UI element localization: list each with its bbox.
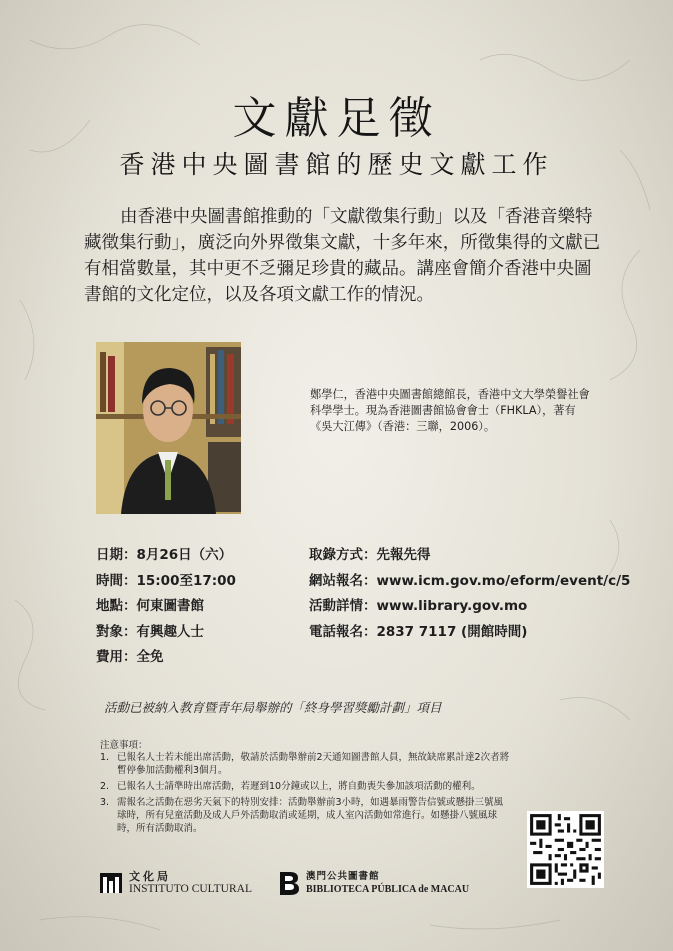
poster-title: 文獻足徵 bbox=[232, 93, 441, 144]
library-zh: 澳門公共圖書館 bbox=[306, 871, 380, 882]
instituto-cultural-pt: INSTITUTO CULTURAL bbox=[129, 883, 252, 895]
note-number: 1. bbox=[100, 752, 110, 763]
note-text: 已報名人士若未能出席活動，敬請於活動舉辦前2天通知圖書館人員，無故缺席累計達2次者將暫停參加活動權利3個月。 bbox=[117, 752, 510, 776]
event-fee: 費用：全免 bbox=[96, 649, 164, 665]
phone-registration: 電話報名：2837 7117 (開館時間) bbox=[309, 623, 528, 640]
event-details bbox=[96, 543, 236, 671]
registration-method: 取錄方式：先報先得 bbox=[309, 547, 431, 563]
registration-info bbox=[309, 543, 630, 645]
event-audience: 對象：有興趣人士 bbox=[96, 623, 204, 640]
instituto-cultural-mark-icon bbox=[99, 871, 123, 895]
notes-list bbox=[100, 751, 510, 838]
note-item bbox=[100, 751, 510, 777]
note-item bbox=[100, 796, 510, 835]
note-item bbox=[100, 780, 510, 793]
note-number: 3. bbox=[100, 797, 110, 808]
biblioteca-publica-logo bbox=[278, 870, 469, 896]
qr-code[interactable] bbox=[527, 811, 604, 888]
note-text: 已報名人士請準時出席活動，若遲到10分鐘或以上，將自動喪失參加該項活動的權利。 bbox=[117, 781, 481, 792]
speaker-bio: 鄭學仁，香港中央圖書館總館長，香港中文大學榮譽社會科學學士。現為香港圖書館協會會士（FHKLA），著有《吳大江傳》（香港：三聯，2006）。 bbox=[310, 388, 590, 433]
lifelong-learning-note: 活動已被納入教育暨青年局舉辦的「終身學習獎勵計劃」項目 bbox=[104, 700, 442, 715]
intro-paragraph: 由香港中央圖書館推動的「文獻徵集行動」以及「香港音樂特藏徵集行動」，廣泛向外界徵集文獻，十多年來，所徵集得的文獻已有相當數量，其中更不乏彌足珍貴的藏品。講座會簡介香港中央圖書館的文化定位，以及各項文獻工作的情況。 bbox=[84, 207, 601, 305]
instituto-cultural-zh: 文化局 bbox=[129, 870, 171, 883]
note-number: 2. bbox=[100, 781, 110, 792]
library-mark-icon bbox=[278, 871, 300, 895]
event-time: 時間：15:00至17:00 bbox=[96, 572, 236, 589]
event-details-link[interactable]: 活動詳情：www.library.gov.mo bbox=[309, 598, 528, 614]
event-venue: 地點：何東圖書館 bbox=[96, 598, 204, 614]
online-registration-link[interactable]: 網站報名：www.icm.gov.mo/eform/event/c/5 bbox=[309, 572, 631, 589]
poster-subtitle: 香港中央圖書館的歷史文獻工作 bbox=[119, 150, 554, 179]
note-text: 需報名之活動在惡劣天氣下的特別安排：活動舉辦前3小時，如遇暴雨警告信號或懸掛三號風球時，所有兒童活動及成人戶外活動取消或延期，成人室內活動如常進行。如懸掛八號風球時，所有活動取消。 bbox=[117, 797, 504, 834]
event-date: 日期：8月26日（六） bbox=[96, 547, 233, 563]
instituto-cultural-logo bbox=[99, 870, 252, 896]
notes-title: 注意事項： bbox=[100, 740, 148, 751]
speaker-photo bbox=[96, 342, 241, 514]
library-pt: BIBLIOTECA PÚBLICA de MACAU bbox=[306, 884, 470, 895]
